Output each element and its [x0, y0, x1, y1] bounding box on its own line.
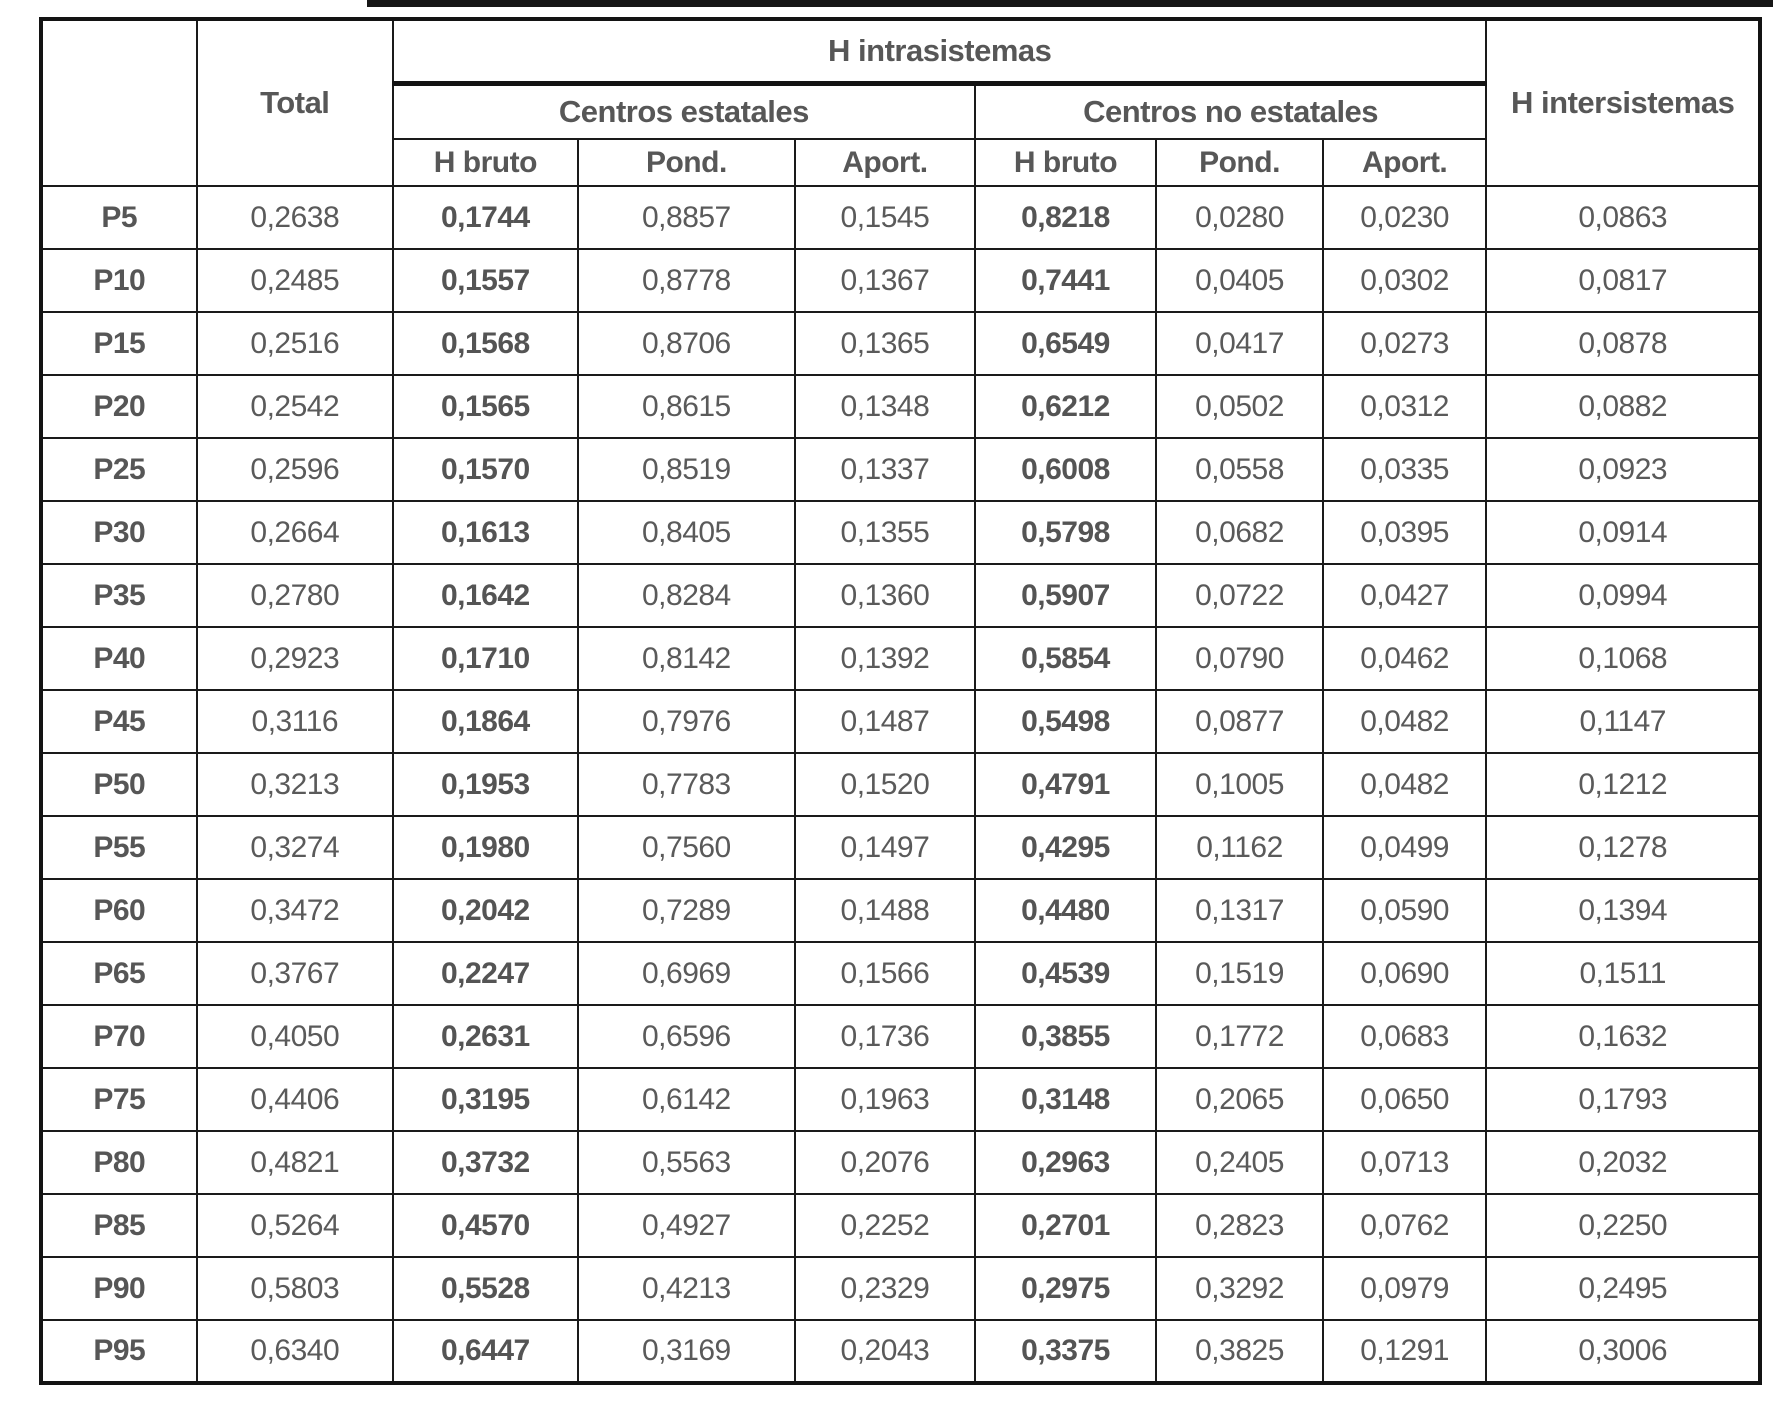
table-row: [41, 1068, 1760, 1131]
table-row: [41, 438, 1760, 501]
subheader-pond-no-estatales: Pond.: [1156, 139, 1323, 186]
value-cell: 0,2542: [197, 375, 393, 438]
subheader-aport-no-estatales: Aport.: [1323, 139, 1487, 186]
value-cell: 0,2963: [975, 1131, 1157, 1194]
value-cell: 0,0482: [1323, 753, 1487, 816]
value-cell: 0,0722: [1156, 564, 1323, 627]
value-cell: 0,8284: [578, 564, 795, 627]
value-cell: 0,0863: [1486, 186, 1760, 249]
table-row: [41, 1131, 1760, 1194]
value-cell: 0,6008: [975, 438, 1157, 501]
value-cell: 0,1736: [795, 1005, 975, 1068]
value-cell: 0,4480: [975, 879, 1157, 942]
value-cell: 0,5907: [975, 564, 1157, 627]
value-cell: 0,0273: [1323, 312, 1487, 375]
value-cell: 0,1291: [1323, 1320, 1487, 1383]
value-cell: 0,6596: [578, 1005, 795, 1068]
table-row: [41, 1194, 1760, 1257]
value-cell: 0,5854: [975, 627, 1157, 690]
value-cell: 0,3274: [197, 816, 393, 879]
value-cell: 0,1566: [795, 942, 975, 1005]
table-header: [41, 19, 1760, 186]
table-row: [41, 501, 1760, 564]
value-cell: 0,4213: [578, 1257, 795, 1320]
value-cell: 0,1864: [393, 690, 578, 753]
value-cell: 0,1642: [393, 564, 578, 627]
table-row: [41, 816, 1760, 879]
row-label: P75: [41, 1068, 197, 1131]
table-row: [41, 942, 1760, 1005]
row-label: P60: [41, 879, 197, 942]
value-cell: 0,2252: [795, 1194, 975, 1257]
value-cell: 0,3855: [975, 1005, 1157, 1068]
value-cell: 0,3116: [197, 690, 393, 753]
value-cell: 0,2247: [393, 942, 578, 1005]
value-cell: 0,3375: [975, 1320, 1157, 1383]
value-cell: 0,1545: [795, 186, 975, 249]
value-cell: 0,1068: [1486, 627, 1760, 690]
value-cell: 0,1793: [1486, 1068, 1760, 1131]
value-cell: 0,2076: [795, 1131, 975, 1194]
value-cell: 0,5798: [975, 501, 1157, 564]
value-cell: 0,0914: [1486, 501, 1760, 564]
value-cell: 0,4821: [197, 1131, 393, 1194]
value-cell: 0,1772: [1156, 1005, 1323, 1068]
value-cell: 0,0713: [1323, 1131, 1487, 1194]
value-cell: 0,1963: [795, 1068, 975, 1131]
value-cell: 0,1394: [1486, 879, 1760, 942]
value-cell: 0,0878: [1486, 312, 1760, 375]
table-row: [41, 1320, 1760, 1383]
value-cell: 0,8519: [578, 438, 795, 501]
value-cell: 0,0590: [1323, 879, 1487, 942]
value-cell: 0,5264: [197, 1194, 393, 1257]
value-cell: 0,1162: [1156, 816, 1323, 879]
value-cell: 0,8142: [578, 627, 795, 690]
value-cell: 0,2631: [393, 1005, 578, 1068]
value-cell: 0,7783: [578, 753, 795, 816]
value-cell: 0,0280: [1156, 186, 1323, 249]
value-cell: 0,6447: [393, 1320, 578, 1383]
value-cell: 0,1520: [795, 753, 975, 816]
value-cell: 0,1497: [795, 816, 975, 879]
value-cell: 0,0762: [1323, 1194, 1487, 1257]
value-cell: 0,4050: [197, 1005, 393, 1068]
table-row: [41, 879, 1760, 942]
value-cell: 0,4406: [197, 1068, 393, 1131]
estatales-group-header: Centros estatales: [393, 83, 975, 139]
no-estatales-group-header: Centros no estatales: [975, 83, 1487, 139]
value-cell: 0,8405: [578, 501, 795, 564]
row-label: P90: [41, 1257, 197, 1320]
value-cell: 0,0335: [1323, 438, 1487, 501]
intrasistemas-group-header: H intrasistemas: [393, 19, 1486, 83]
value-cell: 0,6212: [975, 375, 1157, 438]
value-cell: 0,1360: [795, 564, 975, 627]
value-cell: 0,8218: [975, 186, 1157, 249]
row-label: P20: [41, 375, 197, 438]
value-cell: 0,5803: [197, 1257, 393, 1320]
value-cell: 0,1632: [1486, 1005, 1760, 1068]
value-cell: 0,1565: [393, 375, 578, 438]
value-cell: 0,3472: [197, 879, 393, 942]
value-cell: 0,0417: [1156, 312, 1323, 375]
value-cell: 0,2975: [975, 1257, 1157, 1320]
value-cell: 0,2042: [393, 879, 578, 942]
value-cell: 0,0395: [1323, 501, 1487, 564]
row-label: P95: [41, 1320, 197, 1383]
corner-cell: [41, 19, 197, 186]
value-cell: 0,3006: [1486, 1320, 1760, 1383]
value-cell: 0,0482: [1323, 690, 1487, 753]
value-cell: 0,6549: [975, 312, 1157, 375]
value-cell: 0,2596: [197, 438, 393, 501]
intersistemas-column-header: H intersistemas: [1486, 19, 1760, 186]
value-cell: 0,6340: [197, 1320, 393, 1383]
value-cell: 0,2405: [1156, 1131, 1323, 1194]
subheader-aport-estatales: Aport.: [795, 139, 975, 186]
value-cell: 0,0817: [1486, 249, 1760, 312]
table-row: [41, 249, 1760, 312]
table-row: [41, 564, 1760, 627]
value-cell: 0,1488: [795, 879, 975, 942]
value-cell: 0,1147: [1486, 690, 1760, 753]
value-cell: 0,1365: [795, 312, 975, 375]
value-cell: 0,3732: [393, 1131, 578, 1194]
total-column-header: Total: [197, 19, 393, 186]
value-cell: 0,3292: [1156, 1257, 1323, 1320]
row-label: P10: [41, 249, 197, 312]
row-label: P45: [41, 690, 197, 753]
value-cell: 0,0682: [1156, 501, 1323, 564]
value-cell: 0,1317: [1156, 879, 1323, 942]
row-label: P70: [41, 1005, 197, 1068]
value-cell: 0,2923: [197, 627, 393, 690]
value-cell: 0,1519: [1156, 942, 1323, 1005]
table-row: [41, 627, 1760, 690]
value-cell: 0,0994: [1486, 564, 1760, 627]
value-cell: 0,4539: [975, 942, 1157, 1005]
value-cell: 0,6969: [578, 942, 795, 1005]
value-cell: 0,2329: [795, 1257, 975, 1320]
table-body: [41, 186, 1760, 1383]
subheader-pond-estatales: Pond.: [578, 139, 795, 186]
value-cell: 0,8778: [578, 249, 795, 312]
value-cell: 0,4570: [393, 1194, 578, 1257]
value-cell: 0,2701: [975, 1194, 1157, 1257]
value-cell: 0,8857: [578, 186, 795, 249]
value-cell: 0,1568: [393, 312, 578, 375]
value-cell: 0,1278: [1486, 816, 1760, 879]
value-cell: 0,1557: [393, 249, 578, 312]
value-cell: 0,0683: [1323, 1005, 1487, 1068]
value-cell: 0,7976: [578, 690, 795, 753]
value-cell: 0,1487: [795, 690, 975, 753]
row-label: P30: [41, 501, 197, 564]
value-cell: 0,2485: [197, 249, 393, 312]
value-cell: 0,5498: [975, 690, 1157, 753]
value-cell: 0,0502: [1156, 375, 1323, 438]
percentile-theil-table: [39, 17, 1762, 1385]
value-cell: 0,0312: [1323, 375, 1487, 438]
value-cell: 0,0979: [1323, 1257, 1487, 1320]
table-row: [41, 1005, 1760, 1068]
value-cell: 0,1570: [393, 438, 578, 501]
row-label: P50: [41, 753, 197, 816]
value-cell: 0,1337: [795, 438, 975, 501]
value-cell: 0,7289: [578, 879, 795, 942]
value-cell: 0,2638: [197, 186, 393, 249]
value-cell: 0,0923: [1486, 438, 1760, 501]
value-cell: 0,2250: [1486, 1194, 1760, 1257]
value-cell: 0,0230: [1323, 186, 1487, 249]
value-cell: 0,1953: [393, 753, 578, 816]
value-cell: 0,2032: [1486, 1131, 1760, 1194]
row-label: P85: [41, 1194, 197, 1257]
table-row: [41, 186, 1760, 249]
value-cell: 0,2065: [1156, 1068, 1323, 1131]
value-cell: 0,2043: [795, 1320, 975, 1383]
table-row: [41, 753, 1760, 816]
top-rule-decoration: [367, 0, 1773, 7]
value-cell: 0,2516: [197, 312, 393, 375]
value-cell: 0,3148: [975, 1068, 1157, 1131]
row-label: P65: [41, 942, 197, 1005]
value-cell: 0,5563: [578, 1131, 795, 1194]
table-row: [41, 1257, 1760, 1320]
value-cell: 0,1744: [393, 186, 578, 249]
subheader-hbruto-no-estatales: H bruto: [975, 139, 1157, 186]
value-cell: 0,0499: [1323, 816, 1487, 879]
value-cell: 0,4927: [578, 1194, 795, 1257]
row-label: P40: [41, 627, 197, 690]
value-cell: 0,2823: [1156, 1194, 1323, 1257]
value-cell: 0,1005: [1156, 753, 1323, 816]
value-cell: 0,0405: [1156, 249, 1323, 312]
value-cell: 0,1212: [1486, 753, 1760, 816]
value-cell: 0,7560: [578, 816, 795, 879]
value-cell: 0,3825: [1156, 1320, 1323, 1383]
value-cell: 0,1511: [1486, 942, 1760, 1005]
subheader-hbruto-estatales: H bruto: [393, 139, 578, 186]
row-label: P25: [41, 438, 197, 501]
row-label: P55: [41, 816, 197, 879]
header-row-1: [41, 19, 1760, 83]
value-cell: 0,7441: [975, 249, 1157, 312]
value-cell: 0,4791: [975, 753, 1157, 816]
value-cell: 0,0790: [1156, 627, 1323, 690]
table-row: [41, 690, 1760, 753]
value-cell: 0,2495: [1486, 1257, 1760, 1320]
row-label: P80: [41, 1131, 197, 1194]
value-cell: 0,1348: [795, 375, 975, 438]
value-cell: 0,6142: [578, 1068, 795, 1131]
value-cell: 0,1980: [393, 816, 578, 879]
value-cell: 0,0462: [1323, 627, 1487, 690]
value-cell: 0,1367: [795, 249, 975, 312]
row-label: P15: [41, 312, 197, 375]
value-cell: 0,1392: [795, 627, 975, 690]
value-cell: 0,1613: [393, 501, 578, 564]
value-cell: 0,0882: [1486, 375, 1760, 438]
value-cell: 0,1355: [795, 501, 975, 564]
value-cell: 0,0650: [1323, 1068, 1487, 1131]
value-cell: 0,3169: [578, 1320, 795, 1383]
value-cell: 0,0877: [1156, 690, 1323, 753]
value-cell: 0,0558: [1156, 438, 1323, 501]
value-cell: 0,2664: [197, 501, 393, 564]
value-cell: 0,0302: [1323, 249, 1487, 312]
value-cell: 0,3767: [197, 942, 393, 1005]
value-cell: 0,3213: [197, 753, 393, 816]
value-cell: 0,5528: [393, 1257, 578, 1320]
value-cell: 0,3195: [393, 1068, 578, 1131]
value-cell: 0,0690: [1323, 942, 1487, 1005]
table-row: [41, 375, 1760, 438]
row-label: P5: [41, 186, 197, 249]
value-cell: 0,8706: [578, 312, 795, 375]
value-cell: 0,2780: [197, 564, 393, 627]
value-cell: 0,0427: [1323, 564, 1487, 627]
table-row: [41, 312, 1760, 375]
value-cell: 0,1710: [393, 627, 578, 690]
row-label: P35: [41, 564, 197, 627]
value-cell: 0,8615: [578, 375, 795, 438]
value-cell: 0,4295: [975, 816, 1157, 879]
